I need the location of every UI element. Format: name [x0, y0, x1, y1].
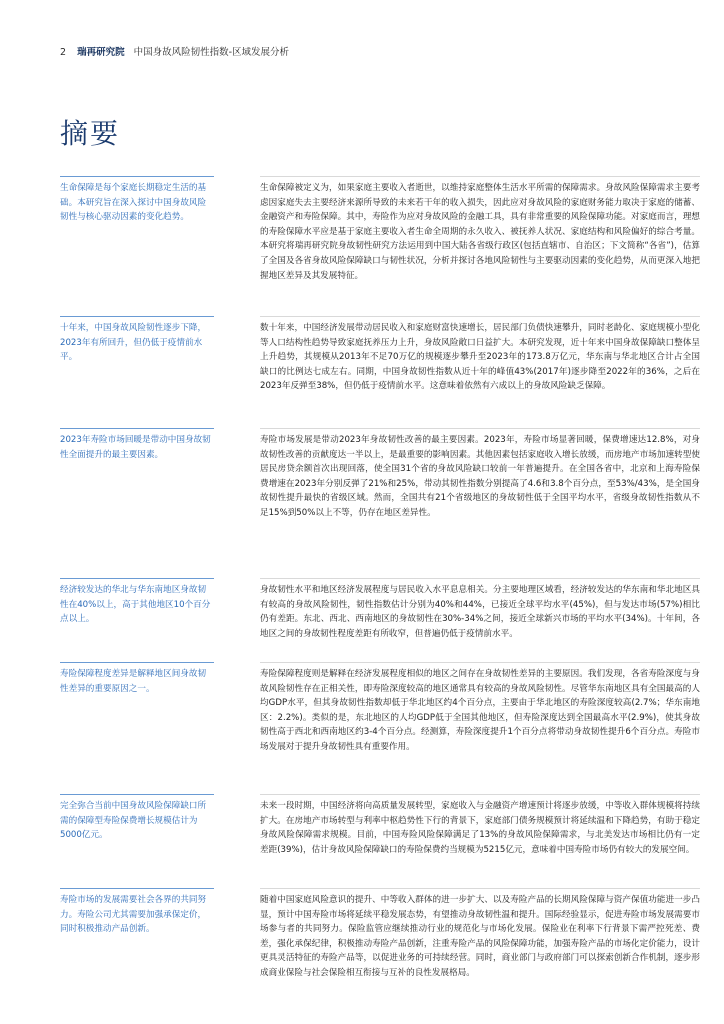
section-sidenote: 生命保障是每个家庭长期稳定生活的基础。本研究旨在深入探讨中国身故风险韧性与核心驱动因素的变化趋势。 [60, 176, 214, 225]
document-title: 中国身故风险韧性指数-区域发展分析 [133, 47, 290, 58]
section-sidenote: 经济较发达的华北与华东南地区身故韧性在40%以上，高于其他地区10个百分点以上。 [60, 578, 214, 627]
section-body: 未来一段时期，中国经济将向高质量发展转型，家庭收入与金融资产增速预计将逐步放缓，中等收入群体规模将持续扩大。在房地产市场转型与利率中枢趋势性下行的背景下，家庭部门债务规模预计将延续温和下降趋势，有助于稳定身故风险保障需求规模。目前，中国寿险风险保障满足了13%的身故风险保障需求，与北美发达市场相比仍有一定差距(39%)，估计身故风险保障缺口的寿险保费约当规模为5215亿元，意味着中国寿险市场仍有较大的发展空间。 [260, 794, 700, 857]
page-number: 2 [60, 47, 67, 58]
brand-name: 瑞再研究院 [77, 47, 125, 58]
section-body: 寿险市场发展是带动2023年身故韧性改善的最主要因素。2023年，寿险市场显著回暖，保费增速达12.8%，对身故韧性改善的贡献度达一半以上，是最重要的影响因素。其他因素包括家庭收入增长放缓，而房地产市场加速转型使居民房贷余额首次出现回落，使全国31个省的身故风险缺口较前一年普遍提升。在全国各省中，北京和上海寿险保费增速在2023年分别反弹了21%和25%，带动其韧性指数分别提高了4.6和3.8个百分点，至53%/43%，是全国身故韧性提升最快的省级区域。然而，全国共有21个省级地区的身故韧性低于全国平均水平，省级身故韧性指数从不足15%到50%以上不等，仍存在地区差异性。 [260, 428, 700, 521]
running-header [60, 44, 289, 58]
page-title: 摘要 [60, 117, 121, 150]
section-sidenote: 2023年寿险市场回暖是带动中国身故韧性全面提升的最主要因素。 [60, 428, 214, 462]
section-body: 身故韧性水平和地区经济发展程度与居民收入水平息息相关。分主要地理区域看，经济较发达的华东南和华北地区具有较高的身故风险韧性，韧性指数估计分别为40%和44%，已接近全球平均水平(45%)，但与发达市场(57%)相比仍有差距。东北、西北、西南地区的身故韧性在30%-34%之间，接近全球新兴市场的平均水平(34%)。十年间，各地区之间的身故韧性程度差距有所收窄，但普遍仍低于疫情前水平。 [260, 578, 700, 641]
section-body: 随着中国家庭风险意识的提升、中等收入群体的进一步扩大、以及寿险产品的长期风险保障与资产保值功能进一步凸显，预计中国寿险市场将延续平稳发展态势，有望推动身故韧性温和提升。国际经验显示，促进寿险市场发展需要市场参与者的共同努力。保险监管应继续推动行业的规范化与市场化发展。保险业在利率下行背景下需严控死差、费差，强化承保纪律，积极推动寿险产品创新，注重寿险产品的风险保障功能，加强寿险产品的市场化定价能力，设计更具灵活特征的寿险产品等，以促进业务的可持续经营。同时，商业部门与政府部门可以探索创新合作机制，逐步形成商业保险与社会保险相互衔接与互补的良性发展格局。 [260, 888, 700, 981]
section-sidenote: 寿险市场的发展需要社会各界的共同努力。寿险公司尤其需要加强承保定价，同时积极推动产品创新。 [60, 888, 214, 937]
section-body: 数十年来，中国经济发展带动居民收入和家庭财富快速增长，居民部门负债快速攀升，同时老龄化、家庭规模小型化等人口结构性趋势导致家庭抚养压力上升，身故风险敞口日益扩大。本研究发现，近十年来中国身故保障缺口整体呈上升趋势，其规模从2013年不足70万亿的规模逐步攀升至2023年的173.8万亿元，华东南与华北地区合计占全国缺口的比例达七成左右。同期，中国身故韧性指数从近十年的峰值43%(2017年)逐步降至2022年的36%，之后在2023年反弹至38%，但仍低于疫情前水平。这意味着依然有六成以上的身故风险缺乏保障。 [260, 316, 700, 394]
section-sidenote: 完全弥合当前中国身故风险保障缺口所需的保障型寿险保费增长规模估计为5000亿元。 [60, 794, 214, 843]
section-sidenote: 十年来，中国身故风险韧性逐步下降，2023年有所回升，但仍低于疫情前水平。 [60, 316, 214, 365]
section-body: 生命保障被定义为，如果家庭主要收入者逝世，以维持家庭整体生活水平所需的保障需求。身故风险保障需求主要考虑因家庭失去主要经济来源所导致的未来若干年的收入损失，因此应对身故风险的家庭财务能力取决于家庭的储蓄、金融资产和寿险保障。其中，寿险作为应对身故风险的金融工具，具有非常重要的风险保障功能。对家庭而言，理想的寿险保障水平应是基于家庭主要收入者生命全周期的永久收入、被抚养人状况、家庭结构和风险偏好的综合考量。本研究将瑞再研究院身故韧性研究方法运用到中国大陆各省级行政区(包括直辖市、自治区；下文简称“各省”)，估算了全国及各省身故风险保障缺口与韧性状况，分析并探讨各地风险韧性与主要驱动因素的变化趋势，从而更深入地把握地区差异及其发展特征。 [260, 176, 700, 283]
section-sidenote: 寿险保障程度差异是解释地区间身故韧性差异的重要原因之一。 [60, 662, 214, 696]
section-body: 寿险保障程度则是解释在经济发展程度相似的地区之间存在身故韧性差异的主要原因。我们发现，各省寿险深度与身故风险韧性存在正相关性，即寿险深度较高的地区通常具有较高的身故风险韧性。尽管华东南地区具有全国最高的人均GDP水平，但其身故韧性指数却低于华北地区约4个百分点，主要由于华北地区的寿险深度较高(2.7%；华东南地区：2.2%)。类似的是，东北地区的人均GDP低于全国其他地区，但寿险深度达到全国最高水平(2.9%)，使其身故韧性高于西北和西南地区约3-4个百分点。经测算，寿险深度提升1个百分点将带动身故韧性提升6个百分点。寿险市场发展对于提升身故韧性具有重要作用。 [260, 662, 700, 755]
